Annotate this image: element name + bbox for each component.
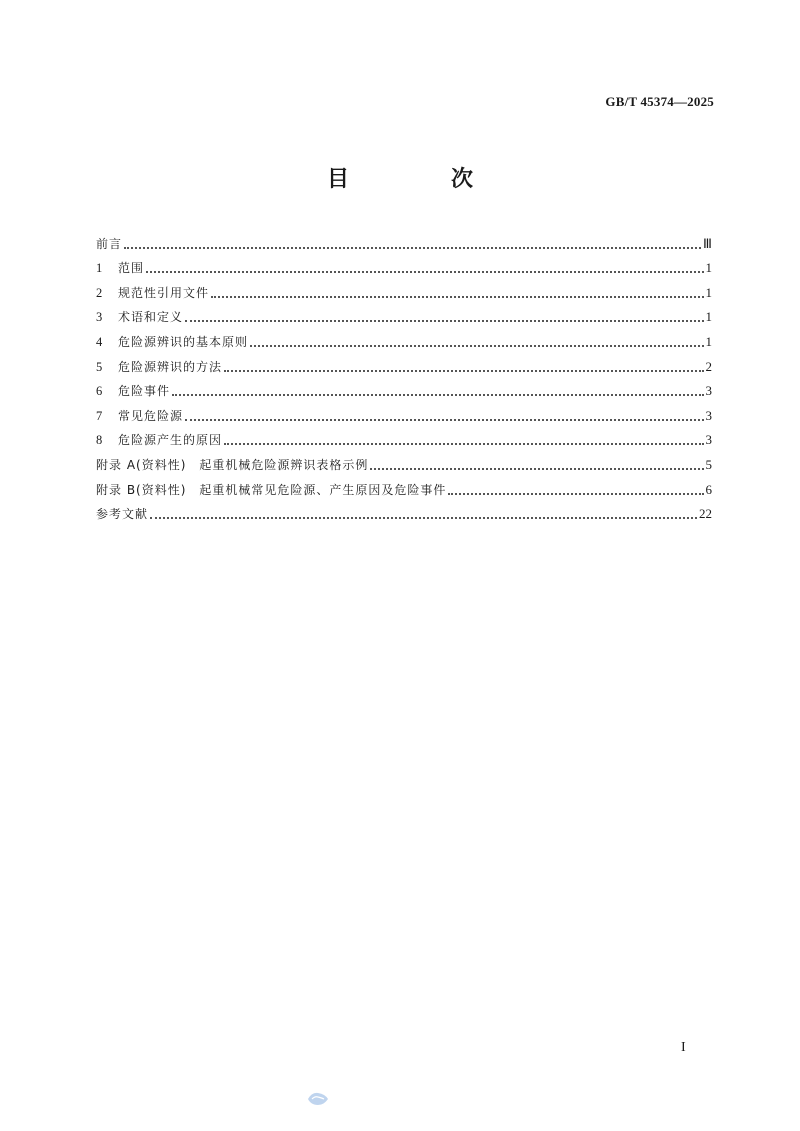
toc-entry-bibliography[interactable]: [96, 500, 712, 525]
toc-entry-text: 术语和定义: [118, 310, 184, 325]
toc-entry-number: 6: [96, 384, 103, 399]
toc-leader-dots: [146, 271, 703, 273]
toc-entry-number: 3: [96, 310, 103, 325]
toc-leader-dots: [224, 443, 703, 445]
toc-entry-text: 危险源产生的原因: [118, 433, 223, 448]
toc-entry-number: 8: [96, 433, 103, 448]
toc-entry-page: Ⅲ: [703, 235, 712, 251]
toc-entry-page: 1: [705, 284, 712, 300]
toc-entry-page: 3: [705, 432, 712, 448]
toc-entry-normative-references[interactable]: [96, 278, 712, 303]
toc-title: 目 次: [326, 167, 513, 192]
toc-leader-dots: [185, 320, 703, 322]
toc-leader-dots: [211, 296, 703, 298]
toc-entry-basic-principles[interactable]: [96, 327, 712, 352]
toc-leader-dots: [185, 419, 703, 421]
toc-entry-text: 危险源辨识的方法: [118, 359, 223, 374]
toc-leader-dots: [250, 345, 703, 347]
toc-leader-dots: [150, 517, 697, 519]
toc-entry-text: 前言: [96, 236, 123, 251]
toc-entry-page: 1: [705, 260, 712, 276]
toc-entry-page: 1: [705, 333, 712, 349]
page-number: I: [681, 1040, 686, 1055]
toc-entry-annex-b[interactable]: [96, 475, 712, 500]
toc-entry-page: 22: [699, 506, 712, 522]
toc-entry-foreword[interactable]: [96, 229, 712, 254]
toc-leader-dots: [224, 370, 703, 372]
toc-entry-page: 5: [705, 456, 712, 472]
toc-entry-text: 附录 A(资料性) 起重机械危险源辨识表格示例: [96, 457, 369, 472]
toc-entry-hazard-causes[interactable]: [96, 426, 712, 451]
toc-entry-page: 2: [705, 358, 712, 374]
toc-entry-page: 6: [705, 481, 712, 497]
toc-entry-annex-a[interactable]: [96, 450, 712, 475]
toc-leader-dots: [370, 468, 703, 470]
toc-entry-text: 附录 B(资料性) 起重机械常见危险源、产生原因及危险事件: [96, 482, 447, 497]
toc-entry-page: 1: [705, 309, 712, 325]
toc-entry-hazardous-events[interactable]: [96, 377, 712, 402]
toc-entry-number: 7: [96, 408, 103, 423]
toc-entry-number: 1: [96, 261, 103, 276]
standard-number: GB/T 45374—2025: [605, 94, 714, 109]
toc-leader-dots: [448, 493, 703, 495]
toc-entry-number: 2: [96, 285, 103, 300]
toc-entry-page: 3: [705, 407, 712, 423]
toc-entry-number: 5: [96, 359, 103, 374]
sac-logo-icon: [306, 1090, 330, 1108]
toc-entry-scope[interactable]: [96, 254, 712, 279]
toc-entry-text: 危险事件: [118, 384, 171, 399]
toc-entry-common-hazards[interactable]: [96, 401, 712, 426]
toc-entry-methods[interactable]: [96, 352, 712, 377]
table-of-contents: [96, 229, 712, 524]
toc-leader-dots: [124, 247, 701, 249]
toc-entry-page: 3: [705, 383, 712, 399]
toc-entry-text: 危险源辨识的基本原则: [118, 334, 249, 349]
toc-entry-text: 常见危险源: [118, 408, 184, 423]
toc-entry-terms[interactable]: [96, 303, 712, 328]
toc-entry-text: 参考文献: [96, 507, 149, 522]
toc-leader-dots: [172, 394, 703, 396]
toc-entry-number: 4: [96, 334, 103, 349]
toc-entry-text: 范围: [118, 261, 145, 276]
toc-entry-text: 规范性引用文件: [118, 285, 210, 300]
